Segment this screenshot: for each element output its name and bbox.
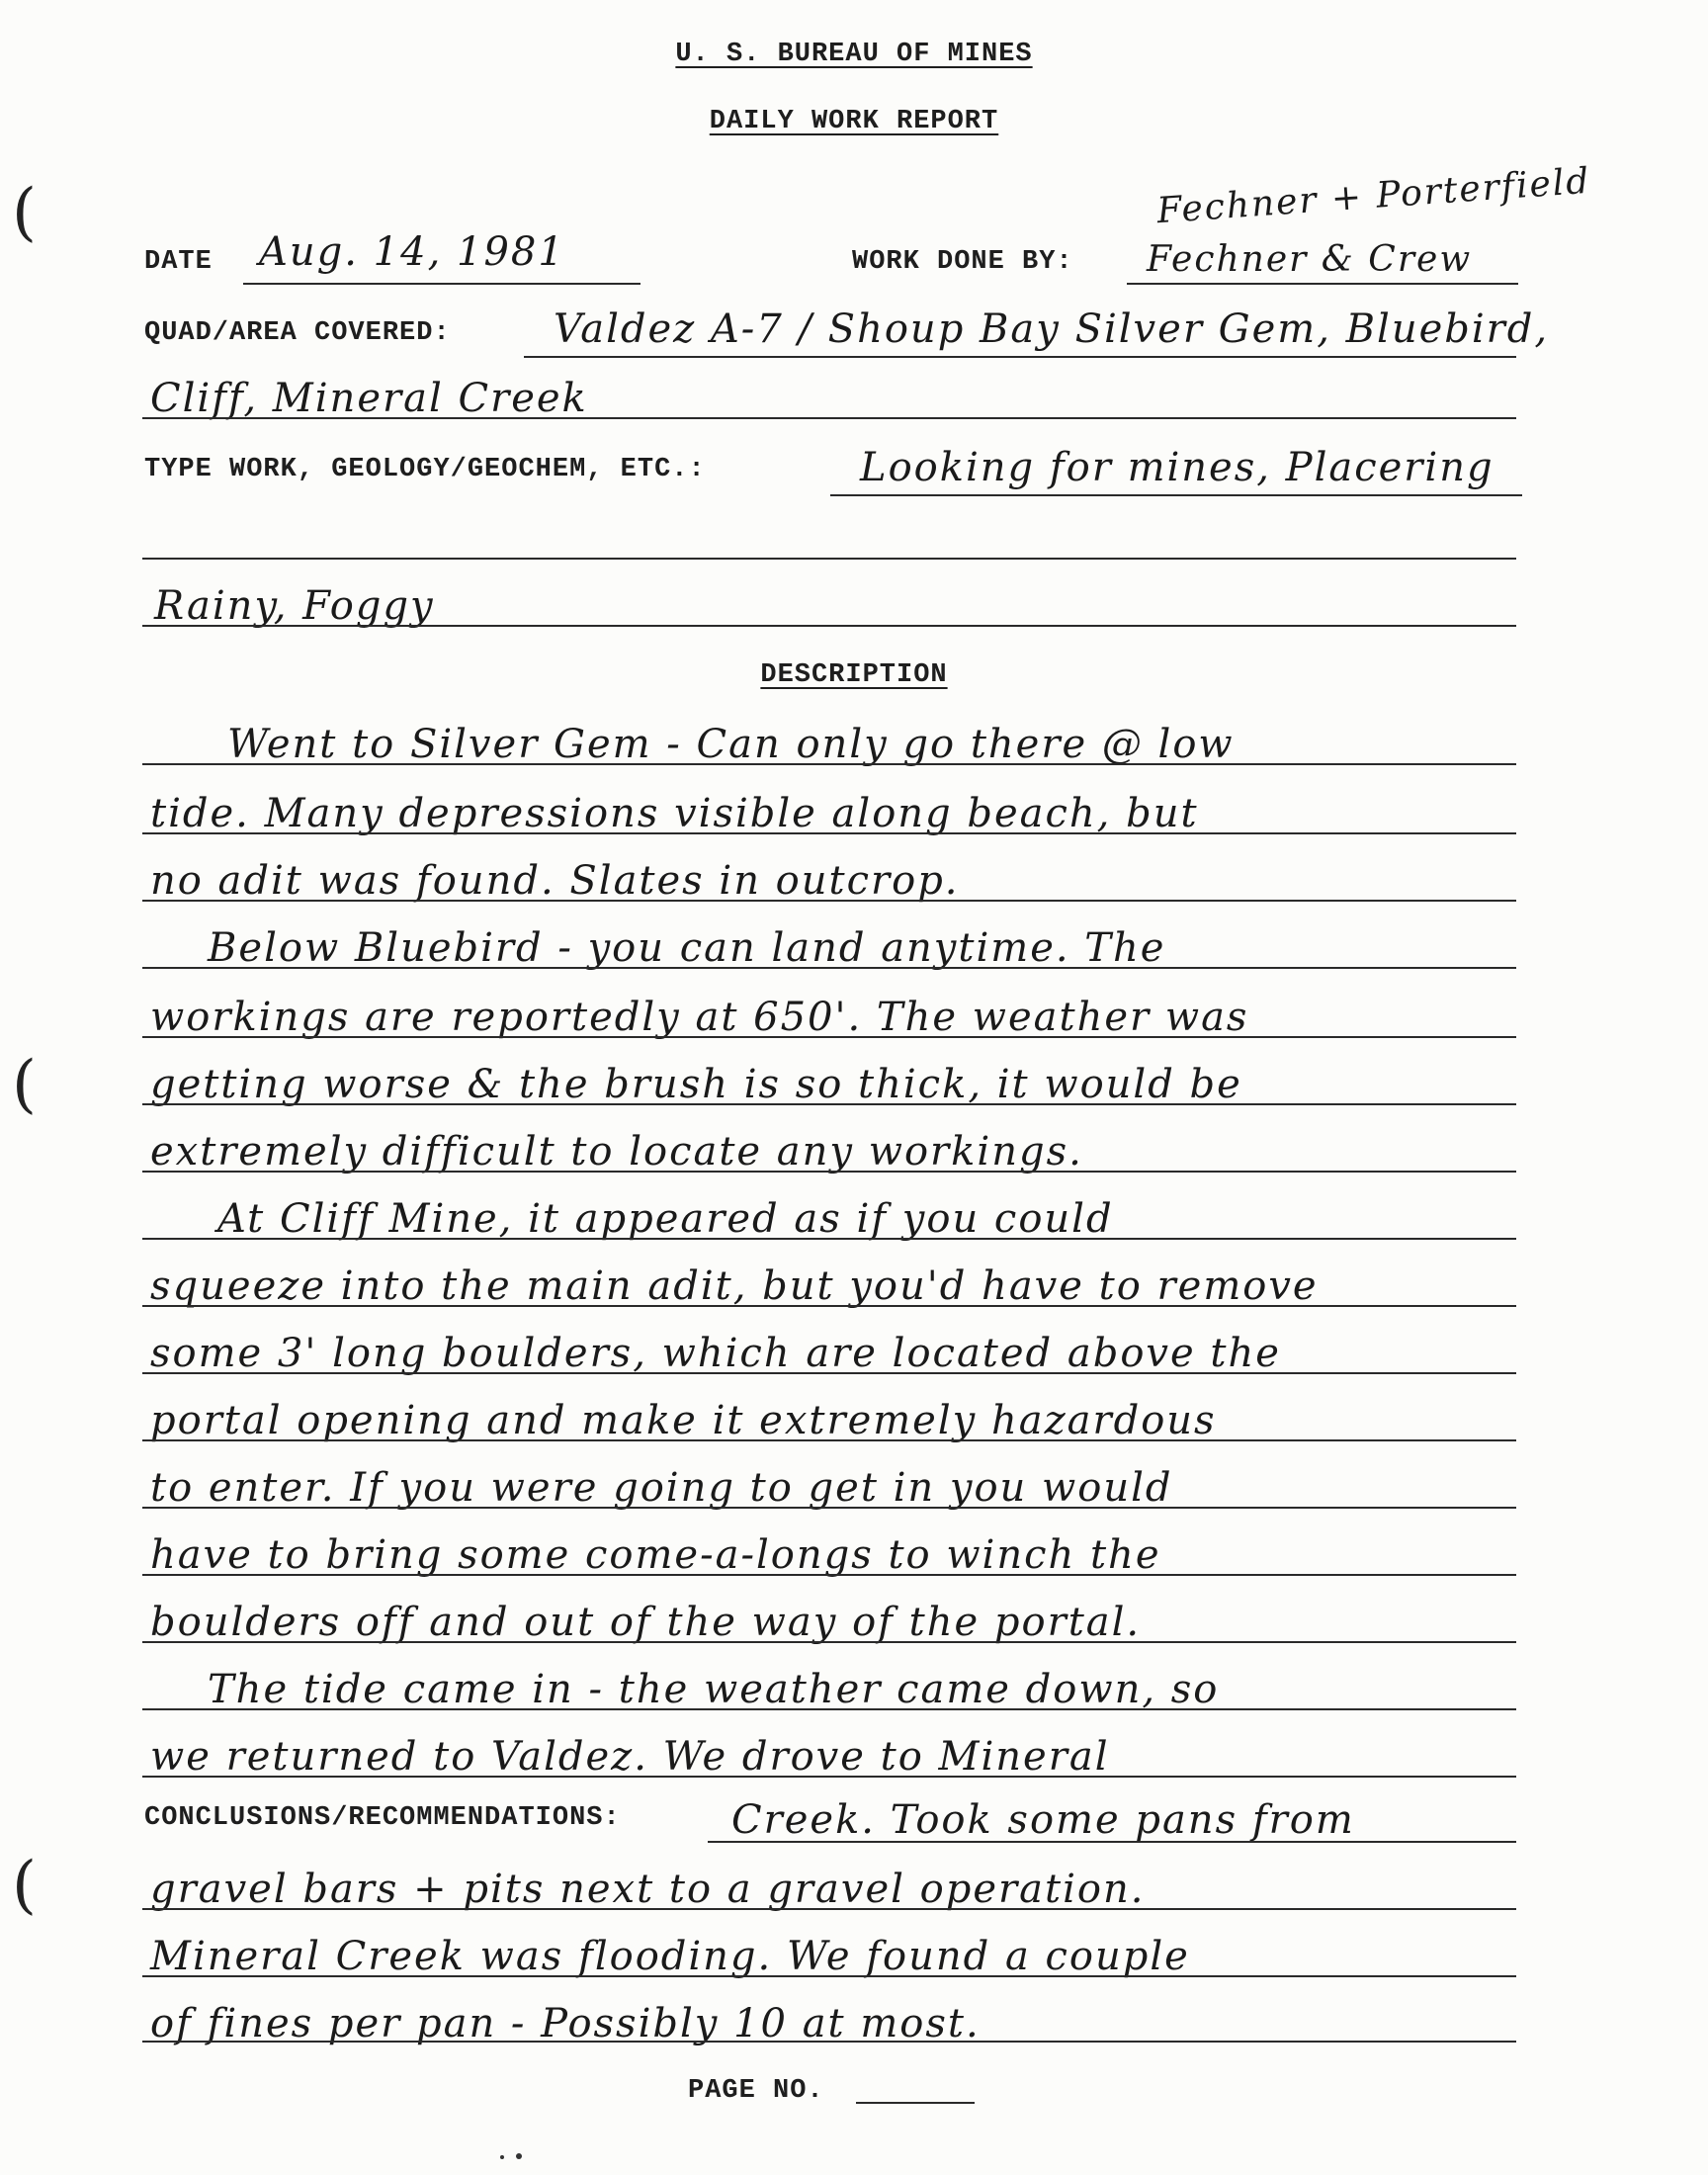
type-work-value: Looking for mines, Placering [860,445,1494,490]
description-line: no adit was found. Slates in outcrop. [150,858,960,904]
agency-title: U. S. BUREAU OF MINES [675,40,1033,69]
quad-area-value-line1: Valdez A-7 / Shoup Bay Silver Gem, Bluebird, [554,306,1550,352]
description-line: Below Bluebird - you can land anytime. The [208,925,1166,971]
description-line: Went to Silver Gem - Can only go there @ low [227,722,1235,767]
description-line: The tide came in - the weather came down, so [208,1667,1220,1712]
date-label: DATE [144,247,213,277]
description-rule [142,1171,1516,1173]
conclusions-line: Mineral Creek was flooding. We found a couple [150,1934,1190,1979]
description-rule [142,1439,1516,1441]
description-line: squeeze into the main adit, but you'd have to remove [150,1263,1319,1309]
conclusions-line: of fines per pan - Possibly 10 at most. [150,2001,981,2046]
description-rule [142,1036,1516,1038]
page-number-line [856,2102,975,2104]
description-line: getting worse & the brush is so thick, it would be [150,1062,1242,1107]
crew-annotation: Fechner + Porterfield [1155,160,1592,232]
type-work-line-3 [142,625,1516,627]
description-line: have to bring some come-a-longs to winch the [150,1532,1161,1578]
description-line: some 3' long boulders, which are located above the [150,1331,1281,1376]
scan-speck [516,2153,522,2159]
margin-mark-bottom: ( [12,1849,37,1922]
description-rule [142,900,1516,902]
type-work-label: TYPE WORK, GEOLOGY/GEOCHEM, ETC.: [144,455,706,484]
date-line [243,283,640,285]
description-rule [142,1103,1516,1105]
description-heading: DESCRIPTION [760,660,948,690]
description-rule [142,1776,1516,1778]
conclusions-line: gravel bars + pits next to a gravel operation. [150,1867,1146,1912]
work-done-by-line [1127,283,1518,285]
description-line: to enter. If you were going to get in you would [150,1465,1173,1511]
conclusions-rule [142,2041,1516,2043]
description-rule [142,967,1516,969]
report-title: DAILY WORK REPORT [709,107,999,136]
conclusions-rule [708,1841,1516,1843]
date-value: Aug. 14, 1981 [259,229,565,275]
description-rule [142,1574,1516,1576]
page-number-label: PAGE NO. [688,2076,824,2106]
description-rule [142,1641,1516,1643]
description-rule [142,832,1516,834]
weather-note: Rainy, Foggy [154,583,435,629]
quad-area-label: QUAD/AREA COVERED: [144,318,451,348]
type-work-line-1 [830,494,1522,496]
work-done-by-label: WORK DONE BY: [852,247,1073,277]
description-line: workings are reportedly at 650'. The weather was [150,995,1249,1040]
conclusions-first-line: Creek. Took some pans from [731,1797,1355,1843]
quad-area-value-line2: Cliff, Mineral Creek [150,376,588,421]
description-line: we returned to Valdez. We drove to Mineral [150,1734,1110,1780]
description-rule [142,763,1516,765]
description-rule [142,1238,1516,1240]
work-done-by-value: Fechner & Crew [1147,239,1473,280]
scan-speck [500,2155,504,2159]
margin-mark-middle: ( [12,1048,37,1121]
description-line: tide. Many depressions visible along beach, but [150,791,1199,836]
quad-area-line-2 [142,417,1516,419]
description-rule [142,1305,1516,1307]
description-line: At Cliff Mine, it appeared as if you could [217,1196,1114,1242]
description-line: portal opening and make it extremely hazardous [150,1398,1217,1443]
description-line: extremely difficult to locate any workings. [150,1129,1083,1174]
conclusions-rule [142,1908,1516,1910]
type-work-line-2 [142,558,1516,560]
quad-area-line-1 [524,356,1516,358]
description-rule [142,1708,1516,1710]
conclusions-label: CONCLUSIONS/RECOMMENDATIONS: [144,1803,621,1833]
margin-mark-top: ( [12,176,37,249]
description-rule [142,1507,1516,1509]
conclusions-rule [142,1975,1516,1977]
description-line: boulders off and out of the way of the portal. [150,1600,1142,1645]
description-rule [142,1372,1516,1374]
